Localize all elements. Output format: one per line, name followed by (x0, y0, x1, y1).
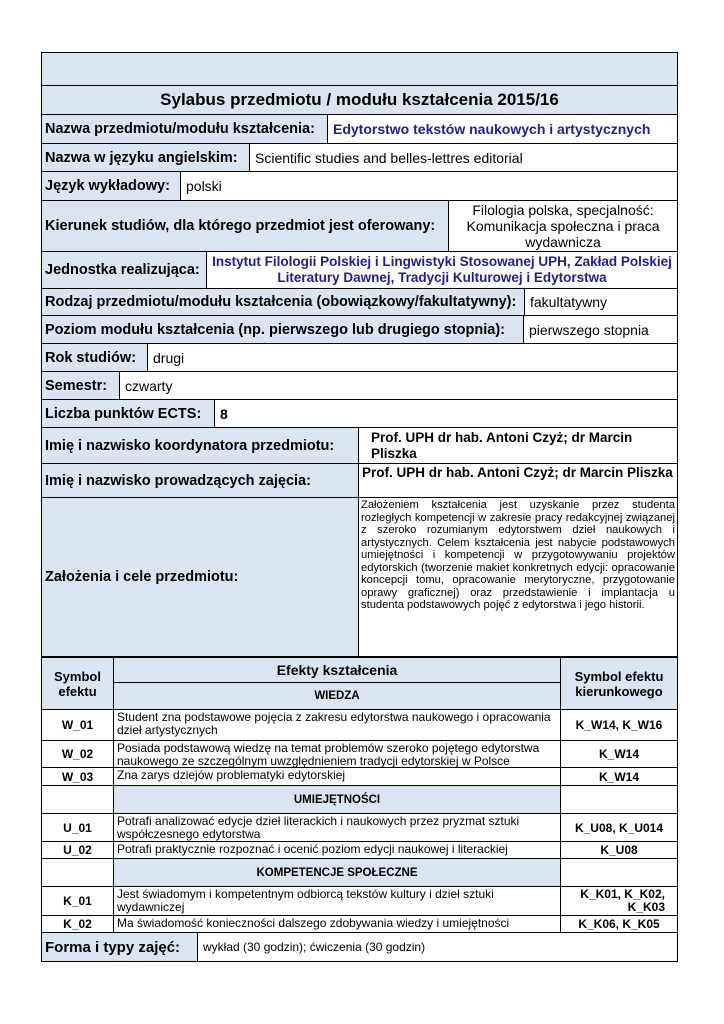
year-value: drugi (147, 343, 678, 372)
table-row-code: W_01 (41, 709, 114, 741)
competences-header: KOMPETENCJE SPOŁECZNE (113, 858, 561, 887)
english-name-label: Nazwa w języku angielskim: (41, 143, 250, 172)
competences-header-right (560, 858, 678, 887)
course-name-label: Nazwa przedmiotu/modułu kształcenia: (41, 114, 328, 144)
direction-symbol-header: Symbol efektu kierunkowego (560, 657, 678, 710)
language-label: Język wykładowy: (41, 171, 181, 201)
unit-label: Jednostka realizująca: (41, 251, 207, 289)
knowledge-header: WIEDZA (113, 682, 561, 710)
type-value: fakultatywny (524, 288, 678, 316)
table-row-text: Student zna podstawowe pojęcia z zakresu edytorstwa naukowego i opracowania dzieł artystycznych (113, 709, 561, 741)
table-row-text: Potrafi praktycznie rozpoznać i ocenić poziom edycji naukowej i literackiej (113, 841, 561, 859)
table-row-ref: K_U08, K_U014 (560, 813, 678, 842)
table-row-code: K_02 (41, 915, 114, 933)
language-value: polski (180, 171, 678, 201)
table-row-code: U_01 (41, 813, 114, 842)
skills-header: UMIEJĘTNOŚCI (113, 785, 561, 814)
table-row-ref: K_U08 (560, 841, 678, 859)
table-row-text: Ma świadomość konieczności dalszego zdobywania wiedzy i umiejętności (113, 915, 561, 933)
ects-label: Liczba punktów ECTS: (41, 399, 215, 428)
type-label: Rodzaj przedmiotu/modułu kształcenia (obowiązkowy/fakultatywny): (41, 288, 525, 316)
level-value: pierwszego stopnia (523, 315, 678, 344)
table-row-code: W_02 (41, 740, 114, 768)
table-row-text: Jest świadomym i kompetentnym odbiorcą tekstów kultury i dzieł sztuki wydawniczej (113, 886, 561, 916)
year-label: Rok studiów: (41, 343, 148, 372)
effects-header: Efekty kształcenia (113, 657, 561, 683)
goals-value: Założeniem kształcenia jest uzyskanie przez studenta rozległych kompetencji w zakresie pracy redakcyjnej związanej z szeroko rozumianym edytorstwem dzieł naukowych i artystycznych. Celem kształcenia jest nabycie podstawowych umiejętności i kompetencji w przygotowywaniu projektów edytorskich (tworzenie makiet konkretnych edycji: opracowanie koncepcji tomu, opracowanie merytoryczne, przygotowanie oprawy graficznej) oraz przedstawienie i implantacja u studenta podstawowych pojęć z edytorstwa i jego historii. (358, 497, 678, 657)
table-row-ref: K_W14 (560, 740, 678, 768)
ects-value: 8 (214, 399, 678, 428)
table-row-ref: K_W14, K_W16 (560, 709, 678, 741)
teachers-value: Prof. UPH dr hab. Antoni Czyż; dr Marcin Pliszka (358, 463, 678, 498)
table-row-text: Potrafi analizować edycje dzieł literackich i naukowych przez pryzmat sztuki współczesnego edytorstwa (113, 813, 561, 842)
table-row-ref: K_K01, K_K02, K_K03 (560, 886, 678, 916)
skills-header-right (560, 785, 678, 814)
goals-label: Założenia i cele przedmiotu: (41, 497, 359, 657)
header-spacer (41, 52, 678, 86)
forms-value: wykład (30 godzin); ćwiczenia (30 godzin) (197, 932, 678, 962)
table-row-code: K_01 (41, 886, 114, 916)
page-title: Sylabus przedmiotu / modułu kształcenia 2015/16 (41, 85, 678, 115)
table-row-code: W_03 (41, 767, 114, 786)
english-name-value: Scientific studies and belles-lettres editorial (249, 143, 678, 172)
coordinator-label: Imię i nazwisko koordynatora przedmiotu: (41, 427, 359, 464)
teachers-label: Imię i nazwisko prowadzących zajęcia: (41, 463, 359, 498)
table-row-text: Zna zarys dziejów problematyki edytorskiej (113, 767, 561, 786)
skills-header-left (41, 785, 114, 814)
direction-label: Kierunek studiów, dla którego przedmiot jest oferowany: (41, 200, 449, 252)
competences-header-left (41, 858, 114, 887)
semester-value: czwarty (119, 371, 678, 400)
table-row-ref: K_K06, K_K05 (560, 915, 678, 933)
course-name-value: Edytorstwo tekstów naukowych i artystycznych (327, 114, 678, 144)
symbol-header: Symbol efektu (41, 657, 114, 710)
table-row-code: U_02 (41, 841, 114, 859)
forms-label: Forma i typy zajęć: (41, 932, 198, 962)
table-row-ref: K_W14 (560, 767, 678, 786)
level-label: Poziom modułu kształcenia (np. pierwszego lub drugiego stopnia): (41, 315, 524, 344)
unit-value: Instytut Filologii Polskiej i Lingwistyki Stosowanej UPH, Zakład Polskiej Literatury Dawnej, Tradycji Kulturowej i Edytorstwa (206, 251, 678, 289)
semester-label: Semestr: (41, 371, 120, 400)
table-row-text: Posiada podstawową wiedzę na temat problemów szeroko pojętego edytorstwa naukowego ze szczególnym uwzględnieniem tradycji edytorskiej w Polsce (113, 740, 561, 768)
coordinator-value: Prof. UPH dr hab. Antoni Czyż; dr Marcin Pliszka (358, 427, 678, 464)
direction-value: Filologia polska, specjalność: Komunikacja społeczna i praca wydawnicza (448, 200, 678, 252)
